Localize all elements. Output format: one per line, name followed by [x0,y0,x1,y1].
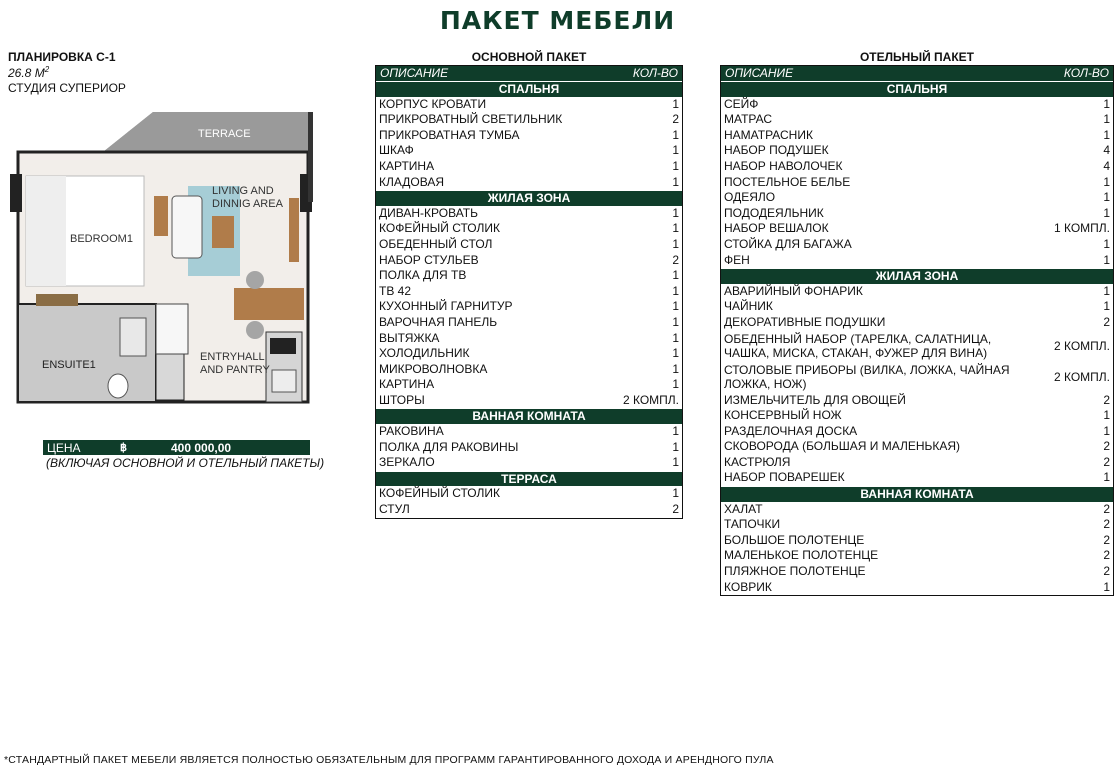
item-qty: 1 [672,299,679,314]
item-name: ДИВАН-КРОВАТЬ [379,205,478,220]
item-qty: 2 [1103,548,1110,563]
dining-chair-1 [246,271,264,289]
item-name: СТОЙКА ДЛЯ БАГАЖА [724,236,852,251]
item-qty: 2 [672,252,679,267]
entry-label-line2: AND PANTRY [200,364,270,376]
item-name: КУХОННЫЙ ГАРНИТУР [379,299,513,314]
item-name: ВЫТЯЖКА [379,330,440,345]
table-row [376,502,682,518]
col-qty-header: КОЛ-ВО [632,66,678,80]
item-qty: 1 [672,268,679,283]
item-name: НАБОР ВЕШАЛОК [724,221,829,236]
item-name: КАСТРЮЛЯ [724,454,791,469]
plan-area [8,65,49,80]
table-row [376,331,682,347]
item-name: ПОЛКА ДЛЯ ТВ [379,268,467,283]
table-row [721,517,1113,533]
item-qty: 1 [1103,127,1110,142]
bedroom-label: BEDROOM1 [70,233,133,245]
table-row [376,268,682,284]
table-row [376,315,682,331]
price-label: ЦЕНА [47,441,81,455]
item-name: ХОЛОДИЛЬНИК [379,346,470,361]
item-qty: 1 [672,314,679,329]
basic-package-title: ОСНОВНОЙ ПАКЕТ [471,50,587,64]
item-name: КОФЕЙНЫЙ СТОЛИК [379,486,500,501]
item-qty: 2 [672,112,679,127]
item-qty: 1 [1103,205,1110,220]
page-title: ПАКЕТ МЕБЕЛИ [439,6,676,35]
table-row [721,533,1113,549]
table-row [376,455,682,471]
cooktop [270,338,296,354]
table-row [376,206,682,222]
kitchen-sink [272,370,296,392]
table-row [376,440,682,456]
item-qty: 2 [1103,517,1110,532]
item-qty: 1 [672,377,679,392]
item-name: МАЛЕНЬКОЕ ПОЛОТЕНЦЕ [724,548,879,563]
table-header [721,66,1113,81]
table-row [721,408,1113,424]
item-name: НАБОР ПОДУШЕК [724,143,829,158]
item-qty: 1 [1103,283,1110,298]
window-left [10,174,22,212]
bed-pillows [26,176,66,286]
item-qty: 1 [672,221,679,236]
table-row [721,331,1113,362]
item-qty: 1 [672,455,679,470]
table-row [376,221,682,237]
item-qty: 2 [1103,392,1110,407]
dining-table [234,288,304,320]
section-header: СПАЛЬНЯ [721,81,1113,97]
col-qty-header: КОЛ-ВО [1063,66,1109,80]
table-row [721,455,1113,471]
floor-plan [8,108,320,414]
item-qty: 1 [672,236,679,251]
item-name: ОБЕДЕННЫЙ СТОЛ [379,236,493,251]
item-name: ХАЛАТ [724,501,763,516]
table-row [721,253,1113,269]
dining-chair-2 [246,321,264,339]
item-qty: 1 [672,486,679,501]
table-row [721,284,1113,300]
item-name: ОБЕДЕННЫЙ НАБОР (ТАРЕЛКА, САЛАТНИЦА, ЧАШКА, МИСКА, СТАКАН, ФУЖЕР ДЛЯ ВИНА) [724,332,992,360]
item-qty: 1 [672,96,679,111]
item-qty: 1 [672,439,679,454]
item-qty: 1 [1103,174,1110,189]
item-qty: 1 [1103,579,1110,594]
shower [156,354,184,400]
table-row [721,299,1113,315]
item-qty: 1 [1103,470,1110,485]
item-qty: 2 [1103,314,1110,329]
table-row [721,362,1113,393]
table-row [376,97,682,113]
item-qty: 1 [672,283,679,298]
item-qty: 1 [672,361,679,376]
item-qty: 1 [672,424,679,439]
item-name: НАБОР ПОВАРЕШЕК [724,470,845,485]
table-row [376,393,682,409]
item-qty: 2 [1103,439,1110,454]
item-qty: 1 [1103,408,1110,423]
item-name: АВАРИЙНЫЙ ФОНАРИК [724,283,863,298]
hotel-package-table [720,65,1114,596]
table-row [376,377,682,393]
section-header: ВАННАЯ КОМНАТА [721,486,1113,502]
item-qty: 1 [1103,96,1110,111]
item-qty: 1 [1103,190,1110,205]
hotel-package-title: ОТЕЛЬНЫЙ ПАКЕТ [859,50,975,64]
item-name: МАТРАС [724,112,772,127]
table-row [376,112,682,128]
item-qty: 1 [672,158,679,173]
table-row [376,237,682,253]
item-qty: 1 КОМПЛ. [1053,221,1110,236]
table-row [376,299,682,315]
storage [36,294,78,306]
item-qty: 1 [672,143,679,158]
item-name: ЗЕРКАЛО [379,455,435,470]
wardrobe [156,304,188,354]
item-qty: 2 КОМПЛ. [1053,370,1110,384]
item-qty: 1 [672,127,679,142]
item-name: ДЕКОРАТИВНЫЕ ПОДУШКИ [724,314,886,329]
table-row [376,143,682,159]
item-qty: 4 [1103,143,1110,158]
table-row [721,128,1113,144]
price-note: (ВКЛЮЧАЯ ОСНОВНОЙ И ОТЕЛЬНЫЙ ПАКЕТЫ) [46,456,325,470]
table-row [721,502,1113,518]
item-name: ПОЛКА ДЛЯ РАКОВИНЫ [379,439,519,454]
item-name: ПРИКРОВАТНАЯ ТУМБА [379,127,520,142]
table-row [721,159,1113,175]
table-row [721,221,1113,237]
item-name: КОРПУС КРОВАТИ [379,96,487,111]
plan-area-sup: 2 [44,65,50,74]
item-qty: 1 [672,205,679,220]
table-row [721,206,1113,222]
item-name: ВАРОЧНАЯ ПАНЕЛЬ [379,314,498,329]
item-qty: 1 [672,330,679,345]
terrace-wall [308,112,313,202]
item-name: ПОСТЕЛЬНОЕ БЕЛЬЕ [724,174,851,189]
item-name: КАРТИНА [379,158,435,173]
section-header: ВАННАЯ КОМНАТА [376,408,682,424]
item-name: ЧАЙНИК [724,299,773,314]
item-name: ТАПОЧКИ [724,517,781,532]
table-row [376,175,682,191]
table-row [721,548,1113,564]
table-row [721,315,1113,331]
section-header: СПАЛЬНЯ [376,81,682,97]
table-row [376,486,682,502]
table-row [721,190,1113,206]
item-qty: 2 [1103,454,1110,469]
currency-symbol: ฿ [120,442,127,454]
item-name: РАКОВИНА [379,424,444,439]
section-header: ТЕРРАСА [376,471,682,487]
item-name: СКОВОРОДА (БОЛЬШАЯ И МАЛЕНЬКАЯ) [724,439,961,454]
item-qty: 2 [1103,564,1110,579]
item-qty: 4 [1103,158,1110,173]
table-row [376,253,682,269]
living-label-line2: DINNIG AREA [212,198,283,210]
table-row [376,159,682,175]
item-name: РАЗДЕЛОЧНАЯ ДОСКА [724,423,858,438]
table-row [721,112,1113,128]
item-name: ОДЕЯЛО [724,190,776,205]
item-qty: 1 [1103,252,1110,267]
section-header: ЖИЛАЯ ЗОНА [721,268,1113,284]
item-name: ИЗМЕЛЬЧИТЕЛЬ ДЛЯ ОВОЩЕЙ [724,392,906,407]
table-row [721,580,1113,596]
item-name: СЕЙФ [724,96,759,111]
item-name: МИКРОВОЛНОВКА [379,361,488,376]
col-desc-header: ОПИСАНИЕ [380,66,449,80]
tv-shelf [154,196,168,236]
item-qty: 2 [1103,532,1110,547]
table-row [721,393,1113,409]
item-name: КАРТИНА [379,377,435,392]
table-row [376,424,682,440]
footer-note: *СТАНДАРТНЫЙ ПАКЕТ МЕБЕЛИ ЯВЛЯЕТСЯ ПОЛНОСТЬЮ ОБЯЗАТЕЛЬНЫМ ДЛЯ ПРОГРАММ ГАРАНТИРОВАННОГО ДОХОДА И АРЕНДНОГО ПУЛА [4,754,774,766]
price-value: 400 000,00 [171,441,232,455]
table-row [376,362,682,378]
item-name: СТУЛ [379,502,410,517]
item-name: КЛАДОВАЯ [379,174,445,189]
entry-label-line1: ENTRYHALL [200,351,265,363]
table-row [376,346,682,362]
table-row [721,175,1113,191]
item-qty: 1 [1103,236,1110,251]
item-qty: 1 [1103,112,1110,127]
item-name: СТОЛОВЫЕ ПРИБОРЫ (ВИЛКА, ЛОЖКА, ЧАЙНАЯ ЛОЖКА, НОЖ) [724,363,1010,391]
item-name: БОЛЬШОЕ ПОЛОТЕНЦЕ [724,532,865,547]
item-qty: 1 [672,174,679,189]
table-header [376,66,682,81]
ensuite-label: ENSUITE1 [42,359,96,371]
item-name: НАБОР СТУЛЬЕВ [379,252,479,267]
table-row [721,143,1113,159]
item-qty: 1 [672,346,679,361]
side-cabinet [289,198,299,262]
plan-code: ПЛАНИРОВКА С-1 [8,50,116,64]
item-name: КОВРИК [724,579,772,594]
item-qty: 2 [672,502,679,517]
item-name: НАМАТРАСНИК [724,127,813,142]
item-qty: 1 [1103,299,1110,314]
table-row [376,284,682,300]
price-bar [43,440,310,455]
col-desc-header: ОПИСАНИЕ [725,66,794,80]
table-row [721,439,1113,455]
terrace-label: TERRACE [198,128,251,140]
table-row [721,470,1113,486]
item-name: ШКАФ [379,143,414,158]
table-row [721,97,1113,113]
section-header: ЖИЛАЯ ЗОНА [376,190,682,206]
table-row [721,564,1113,580]
basic-package-table [375,65,683,519]
item-name: ФЕН [724,252,750,267]
item-name: КОФЕЙНЫЙ СТОЛИК [379,221,500,236]
coffee-table [212,216,234,248]
item-name: ПРИКРОВАТНЫЙ СВЕТИЛЬНИК [379,112,563,127]
item-name: КОНСЕРВНЫЙ НОЖ [724,408,842,423]
item-name: ШТОРЫ [379,392,425,407]
item-qty: 2 [1103,501,1110,516]
item-qty: 1 [1103,423,1110,438]
table-row [721,237,1113,253]
sofa [172,196,202,258]
item-qty: 2 КОМПЛ. [1053,339,1110,353]
table-row [376,128,682,144]
item-name: ПЛЯЖНОЕ ПОЛОТЕНЦЕ [724,564,866,579]
plan-area-value: 26.8 М [8,66,45,80]
item-qty: 2 КОМПЛ. [622,392,679,407]
item-name: ПОДОДЕЯЛЬНИК [724,205,824,220]
table-row [721,424,1113,440]
item-name: ТВ 42 [379,283,412,298]
living-label-line1: LIVING AND [212,185,274,197]
item-name: НАБОР НАВОЛОЧЕК [724,158,843,173]
plan-type: СТУДИЯ СУПЕРИОР [8,81,126,95]
toilet [108,374,128,398]
sink [120,318,146,356]
